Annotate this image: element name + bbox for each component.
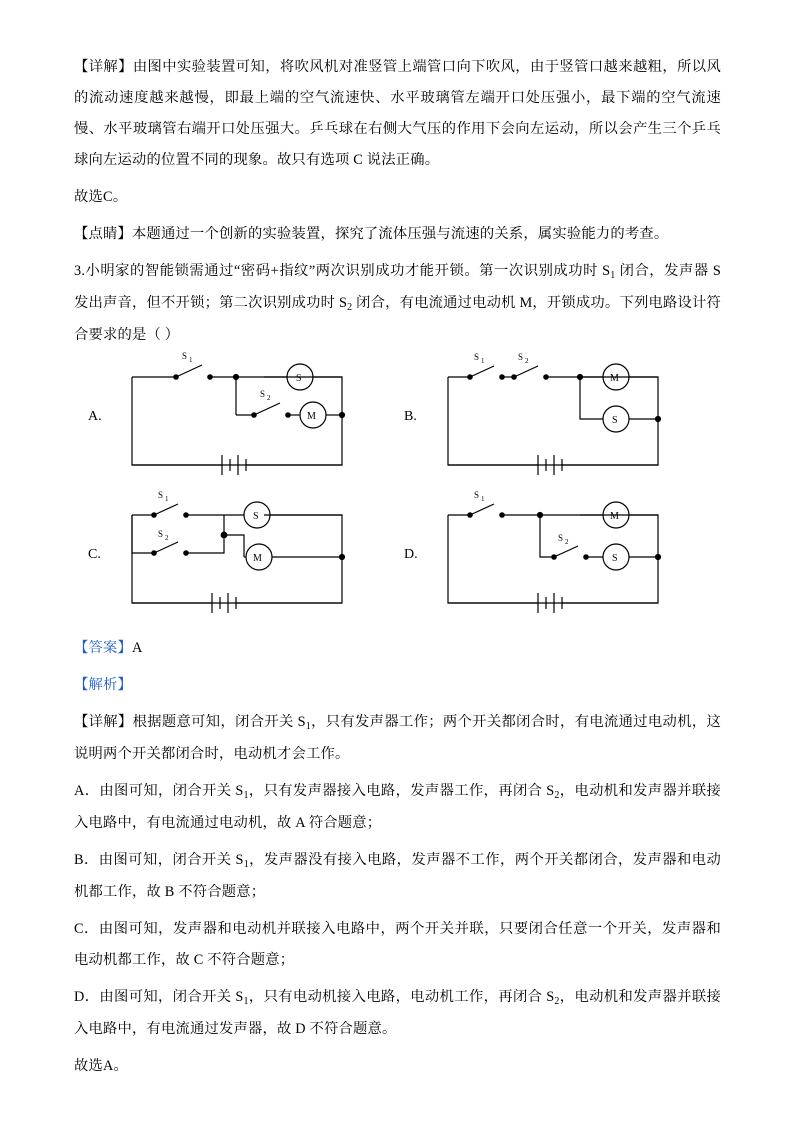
svg-text:S: S	[296, 373, 302, 384]
item-c-label: C．	[74, 921, 99, 937]
svg-text:1: 1	[165, 495, 169, 503]
circuit-option-c-svg	[114, 490, 364, 625]
svg-text:S: S	[474, 490, 480, 500]
item-d-t1: 由图可知，闭合开关 S	[99, 989, 244, 1005]
item-a-s1: 1	[243, 790, 249, 801]
svg-text:S: S	[558, 533, 564, 543]
subscript-lead: 1	[305, 721, 311, 732]
circuit-option-a	[88, 351, 388, 492]
svg-text:S: S	[158, 490, 164, 500]
circuit-option-d-svg	[430, 490, 680, 625]
svg-text:M: M	[253, 553, 262, 564]
item-a-s2: 2	[554, 790, 560, 801]
item-b-t2: ，发声器没有接入电路，发声器不工作，两个开关都闭合，发声器和电动机都工作，故 B 不符合题意；	[74, 852, 721, 900]
svg-text:S: S	[253, 511, 259, 522]
item-b-s1: 1	[243, 859, 249, 870]
explanation-item-d	[74, 982, 721, 1045]
svg-text:S: S	[612, 415, 618, 426]
svg-text:S: S	[158, 529, 164, 539]
item-d-label: D．	[74, 989, 100, 1005]
item-b-t1: 由图可知，闭合开关 S	[98, 852, 244, 868]
question-3-stem	[74, 256, 721, 351]
explanation-lead	[74, 707, 721, 770]
svg-text:S: S	[182, 351, 188, 361]
svg-text:M: M	[610, 511, 619, 522]
question-text-part2: 闭合，发声器 S 发出声音，但不开锁；第二次识别成功时 S	[74, 263, 721, 311]
explanation-item-c	[74, 914, 721, 976]
circuit-option-b	[404, 352, 704, 492]
svg-text:M: M	[307, 411, 316, 422]
explanation-lead-part1: 根据题意可知，闭合开关 S	[132, 714, 306, 730]
svg-text:S: S	[474, 352, 480, 362]
circuit-option-b-svg	[430, 352, 680, 487]
subscript-s1: 1	[610, 270, 616, 281]
paragraph-key-point: 【点睛】本题通过一个创新的实验装置，探究了流体压强与流速的关系，属实验能力的考查。	[74, 226, 669, 242]
explanation-conclusion: 故选A。	[74, 1058, 129, 1074]
analysis-line	[74, 670, 721, 701]
analysis-tag: 【解析】	[74, 677, 132, 693]
circuit-option-d	[404, 490, 704, 630]
item-d-s2: 2	[554, 996, 560, 1007]
svg-text:2: 2	[267, 394, 271, 402]
svg-text:S: S	[260, 389, 266, 399]
svg-text:1: 1	[481, 357, 485, 365]
item-d-t2: ，只有电动机接入电路，电动机工作，再闭合 S	[248, 989, 555, 1005]
svg-text:2: 2	[565, 538, 569, 546]
item-a-t2: ，只有发声器接入电路，发声器工作，再闭合 S	[248, 783, 555, 799]
answer-tag: 【答案】	[74, 640, 132, 656]
circuit-option-c	[88, 490, 388, 630]
subscript-s2: 2	[347, 302, 353, 313]
svg-text:S: S	[612, 553, 618, 564]
answer-value: A	[132, 640, 143, 656]
option-c-label: C.	[88, 547, 101, 562]
paragraph-detailed-explanation-1: 【详解】由图中实验装置可知，将吹风机对准竖管上端管口向下吹风，由于竖管口越来越粗，所以风的流动速度越来越慢，即最上端的空气流速快、水平玻璃管左端开口处压强小，最下端的空气流速慢、水平玻璃管右端开口处压强大。乒乓球在右侧大气压的作用下会向左运动，所以会产生三个乒乓球向左运动的位置不同的现象。故只有选项 C 说法正确。	[74, 59, 721, 168]
svg-text:2: 2	[525, 357, 529, 365]
item-d-t3: ，电动机和发声器并联接入电路中，有电流通过发声器，故 D 不符合题意。	[74, 989, 721, 1037]
svg-text:S: S	[518, 352, 524, 362]
answer-line	[74, 633, 721, 664]
circuit-diagrams-group	[74, 351, 721, 629]
svg-text:M: M	[610, 373, 619, 384]
svg-text:2: 2	[165, 534, 169, 542]
explanation-lead-tag: 【详解】	[74, 714, 133, 730]
item-b-label: B．	[74, 852, 99, 868]
item-a-label: A．	[74, 783, 100, 799]
question-number: 3.	[74, 263, 86, 279]
question-text-part3: 闭合，有电流通过电动机 M，开锁成功。下列电路设计符合要求的是（ ）	[74, 295, 721, 343]
item-a-t1: 由图可知，闭合开关 S	[99, 783, 244, 799]
option-b-label: B.	[404, 409, 417, 424]
option-a-label: A.	[88, 409, 102, 424]
explanation-item-b	[74, 845, 721, 908]
circuit-option-a-svg	[114, 351, 364, 487]
explanation-item-a	[74, 776, 721, 839]
item-d-s1: 1	[243, 996, 249, 1007]
paragraph-choose-c: 故选C。	[74, 189, 128, 205]
item-c-t1: 由图可知，发声器和电动机并联接入电路中，两个开关并联，只要闭合任意一个开关，发声器和电动机都工作，故 C 不符合题意；	[74, 921, 721, 968]
item-a-t3: ，电动机和发声器并联接入电路中，有电流通过电动机，故 A 符合题意；	[74, 783, 721, 831]
option-d-label: D.	[404, 547, 418, 562]
svg-text:1: 1	[189, 356, 193, 364]
question-text-part1: 小明家的智能锁需通过“密码+指纹”两次识别成功才能开锁。第一次识别成功时 S	[85, 263, 611, 279]
svg-text:1: 1	[481, 495, 485, 503]
explanation-lead-part2: ，只有发声器工作；两个开关都闭合时，有电流通过电动机，这说明两个开关都闭合时，电动机才会工作。	[74, 714, 721, 762]
